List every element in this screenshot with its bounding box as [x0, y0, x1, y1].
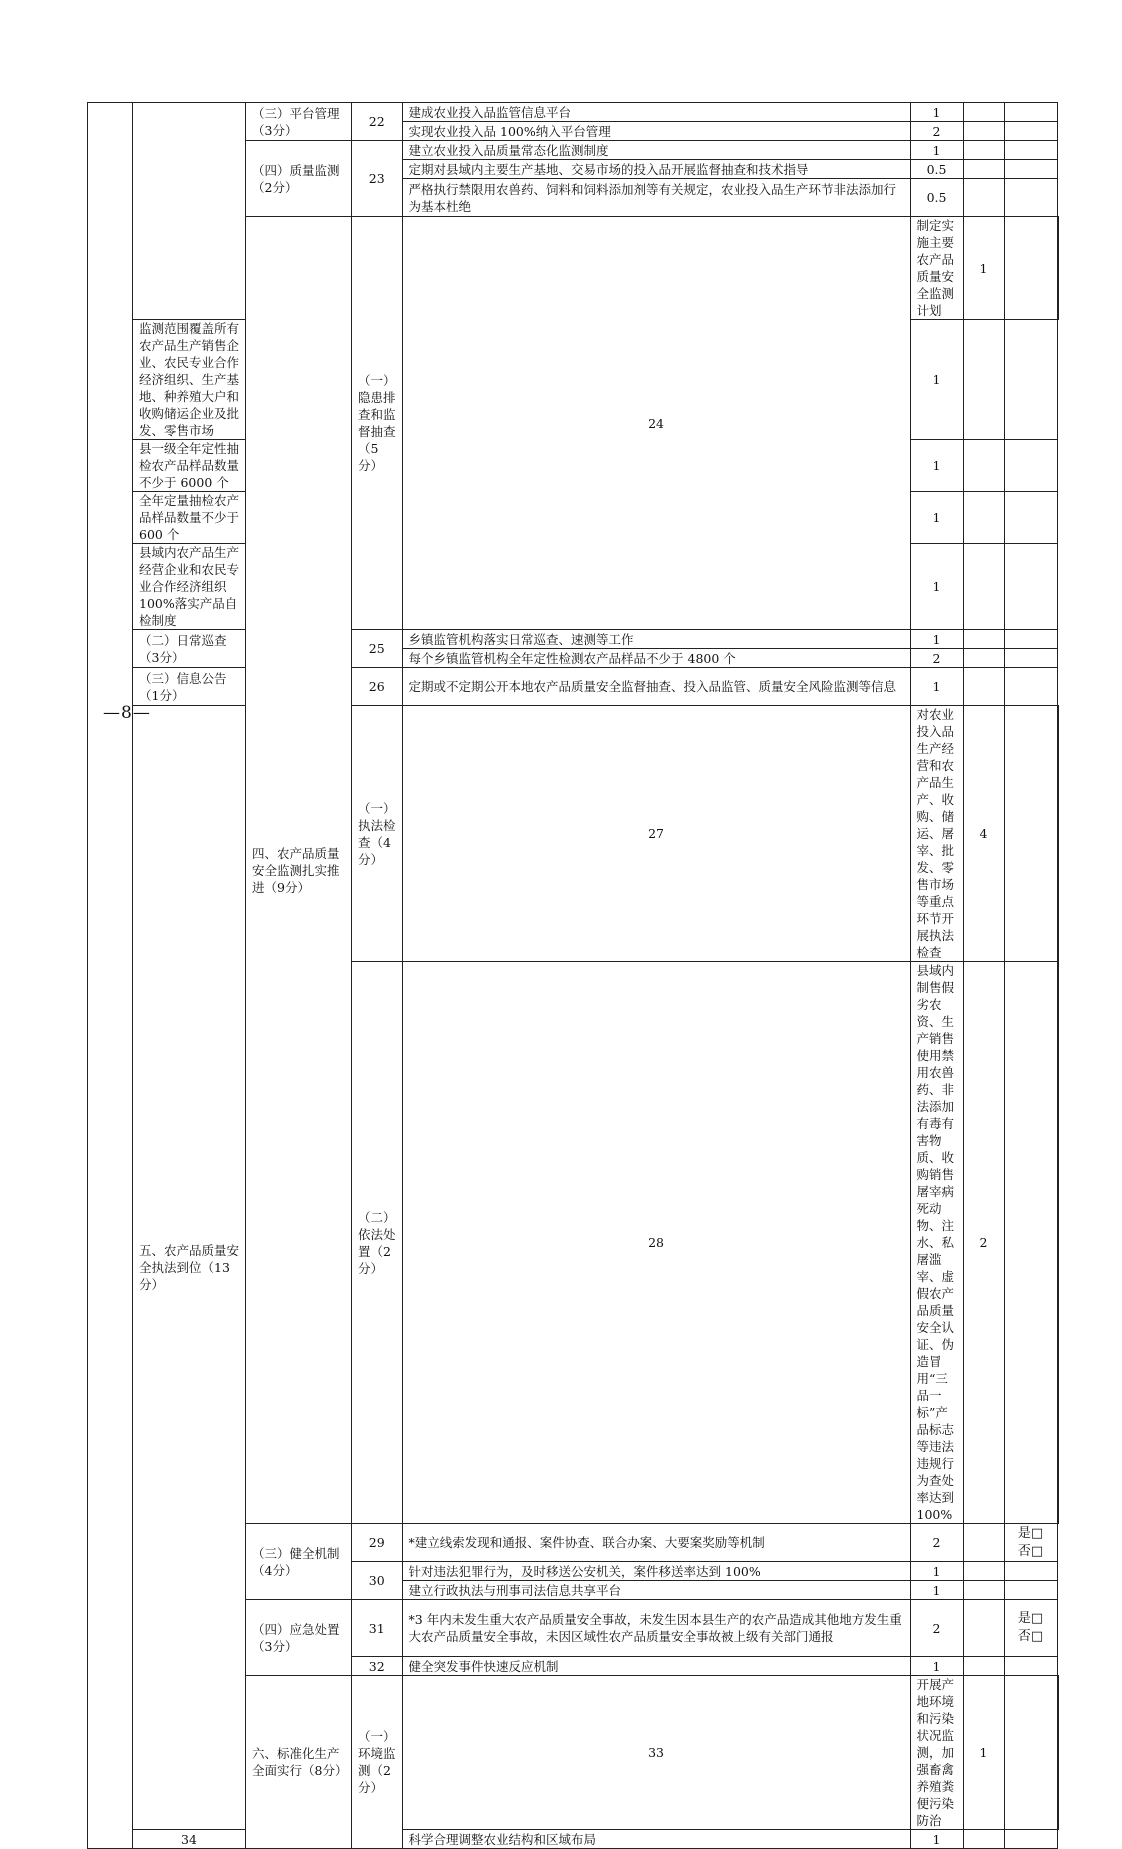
self-score-cell: [963, 1581, 1004, 1600]
index-cell: [88, 103, 133, 1849]
criteria-cell: 建立农业投入品质量常态化监测制度: [402, 141, 910, 160]
score-cell: 1: [963, 1676, 1004, 1830]
self-score-cell: [963, 160, 1004, 179]
yes-no-cell: [1004, 179, 1057, 217]
yes-no-cell: [1004, 141, 1057, 160]
criteria-cell: *建立线索发现和通报、案件协查、联合办案、大要案奖励等机制: [402, 1524, 910, 1562]
item-number-cell: 26: [352, 668, 403, 706]
score-cell: 1: [910, 320, 963, 440]
item-number-cell: 33: [402, 1676, 910, 1830]
self-score-cell: [963, 179, 1004, 217]
criteria-cell: 健全突发事件快速反应机制: [402, 1657, 910, 1676]
yes-no-cell: [1057, 217, 1058, 320]
yes-no-cell: [1004, 1830, 1057, 1849]
self-score-cell: [1004, 217, 1057, 320]
subcategory-cell: （三）健全机制（4分）: [246, 1524, 352, 1600]
table-row: [88, 706, 1059, 962]
criteria-cell: 县域内农产品生产经营企业和农民专业合作经济组织 100%落实产品自检制度: [133, 544, 246, 630]
item-number-cell: 25: [352, 630, 403, 668]
evaluation-table: [87, 102, 1059, 1849]
self-score-cell: [1004, 962, 1057, 1524]
yes-no-cell: [1004, 320, 1057, 440]
score-cell: 1: [910, 141, 963, 160]
criteria-cell: 建成农业投入品监管信息平台: [402, 103, 910, 122]
criteria-cell: 实现农业投入品 100%纳入平台管理: [402, 122, 910, 141]
subcategory-cell: （四）应急处置（3分）: [246, 1600, 352, 1676]
self-score-cell: [963, 492, 1004, 544]
item-number-cell: 23: [352, 141, 403, 217]
yes-no-cell: [1004, 103, 1057, 122]
score-cell: 2: [910, 1600, 963, 1657]
subcategory-cell: （三）平台管理（3分）: [246, 103, 352, 141]
score-cell: 1: [910, 1581, 963, 1600]
self-score-cell: [963, 122, 1004, 141]
criteria-cell: 建立行政执法与刑事司法信息共享平台: [402, 1581, 910, 1600]
item-number-cell: 31: [352, 1600, 403, 1657]
criteria-cell: 定期对县域内主要生产基地、交易市场的投入品开展监督抽查和技术指导: [402, 160, 910, 179]
no-checkbox-label: 否□: [1017, 1629, 1044, 1644]
criteria-cell: 全年定量抽检农产品样品数量不少于 600 个: [133, 492, 246, 544]
yes-no-cell: [1004, 492, 1057, 544]
self-score-cell: [963, 1600, 1004, 1657]
category-cell: 六、标准化生产全面实行（8分）: [246, 1676, 352, 1849]
item-number-cell: 34: [133, 1830, 246, 1849]
criteria-cell: *3 年内未发生重大农产品质量安全事故，未发生因本县生产的农产品造成其他地方发生重大农产品质量安全事故，未因区域性农产品质量安全事故被上级有关部门通报: [402, 1600, 910, 1657]
item-number-cell: 32: [352, 1657, 403, 1676]
score-cell: 0.5: [910, 160, 963, 179]
criteria-cell: 科学合理调整农业结构和区域布局: [402, 1830, 910, 1849]
yes-no-cell: [1004, 630, 1057, 649]
table-row: [88, 630, 1059, 649]
self-score-cell: [963, 630, 1004, 649]
score-cell: 1: [910, 544, 963, 630]
yes-no-cell: [1057, 706, 1058, 962]
yes-no-cell: [1004, 1524, 1057, 1562]
yes-no-cell: [1004, 544, 1057, 630]
yes-no-cell: [1004, 1562, 1057, 1581]
self-score-cell: [963, 103, 1004, 122]
score-cell: 1: [910, 440, 963, 492]
score-cell: 2: [910, 649, 963, 668]
yes-no-cell: [1057, 962, 1058, 1524]
score-cell: 1: [910, 668, 963, 706]
yes-no-cell: [1004, 160, 1057, 179]
yes-no-cell: [1004, 1657, 1057, 1676]
category-cell: [133, 103, 246, 320]
criteria-cell: 每个乡镇监管机构全年定性检测农产品样品不少于 4800 个: [402, 649, 910, 668]
item-number-cell: 22: [352, 103, 403, 141]
self-score-cell: [1004, 1676, 1057, 1830]
criteria-cell: 严格执行禁限用农兽药、饲料和饲料添加剂等有关规定，农业投入品生产环节非法添加行为基本杜绝: [402, 179, 910, 217]
table-row: [88, 668, 1059, 706]
score-cell: 1: [910, 103, 963, 122]
subcategory-cell: （一）执法检查（4分）: [352, 706, 403, 962]
yes-checkbox-label: 是□: [1017, 1525, 1044, 1541]
score-cell: 1: [910, 1657, 963, 1676]
yes-no-cell: [1004, 122, 1057, 141]
criteria-cell: 针对违法犯罪行为，及时移送公安机关，案件移送率达到 100%: [402, 1562, 910, 1581]
score-cell: 1: [910, 630, 963, 649]
self-score-cell: [963, 1524, 1004, 1562]
yes-no-cell: [1004, 668, 1057, 706]
table-row: [88, 103, 1059, 122]
criteria-cell: 县域内制售假劣农资、生产销售使用禁用农兽药、非法添加有毒有害物质、收购销售屠宰病死动物、注水、私屠滥宰、虚假农产品质量安全认证、伪造冒用“三品一标”产品标志等违法违规行为查处率达到 100%: [910, 962, 963, 1524]
self-score-cell: [963, 544, 1004, 630]
table-row: [88, 1830, 1059, 1849]
yes-no-cell: [1004, 649, 1057, 668]
score-cell: 1: [910, 1830, 963, 1849]
criteria-cell: 制定实施主要农产品质量安全监测计划: [910, 217, 963, 320]
item-number-cell: 24: [402, 217, 910, 630]
yes-no-cell: [1004, 440, 1057, 492]
self-score-cell: [963, 1657, 1004, 1676]
item-number-cell: 28: [402, 962, 910, 1524]
self-score-cell: [963, 649, 1004, 668]
item-number-cell: 30: [352, 1562, 403, 1600]
evaluation-table-body: [88, 103, 1059, 1849]
subcategory-cell: （一）环境监测（2分）: [352, 1676, 403, 1849]
score-cell: 2: [910, 122, 963, 141]
yes-no-cell: [1057, 1676, 1058, 1830]
criteria-cell: 开展产地环境和污染状况监测，加强畜禽养殖粪便污染防治: [910, 1676, 963, 1830]
score-cell: 2: [910, 1524, 963, 1562]
subcategory-cell: （三）信息公告（1分）: [133, 668, 246, 706]
subcategory-cell: （四）质量监测（2分）: [246, 141, 352, 217]
page-number: —8—: [103, 703, 151, 723]
item-number-cell: 29: [352, 1524, 403, 1562]
score-cell: 1: [910, 492, 963, 544]
category-cell: 五、农产品质量安全执法到位（13分）: [133, 706, 246, 1830]
score-cell: 1: [963, 217, 1004, 320]
self-score-cell: [1004, 706, 1057, 962]
subcategory-cell: （二）日常巡查（3分）: [133, 630, 246, 668]
yes-no-cell: [1004, 1581, 1057, 1600]
self-score-cell: [963, 668, 1004, 706]
self-score-cell: [963, 1830, 1004, 1849]
criteria-cell: 对农业投入品生产经营和农产品生产、收购、储运、屠宰、批发、零售市场等重点环节开展执法检查: [910, 706, 963, 962]
self-score-cell: [963, 320, 1004, 440]
no-checkbox-label: 否□: [1017, 1543, 1044, 1559]
criteria-cell: 监测范围覆盖所有农产品生产销售企业、农民专业合作经济组织、生产基地、种养殖大户和收购储运企业及批发、零售市场: [133, 320, 246, 440]
score-cell: 0.5: [910, 179, 963, 217]
score-cell: 2: [963, 962, 1004, 1524]
subcategory-cell: （一）隐患排查和监督抽查（5分）: [352, 217, 403, 630]
self-score-cell: [963, 141, 1004, 160]
yes-checkbox-label: 是□: [1017, 1611, 1044, 1626]
criteria-cell: 定期或不定期公开本地农产品质量安全监督抽查、投入品监管、质量安全风险监测等信息: [402, 668, 910, 706]
subcategory-cell: （二）依法处置（2分）: [352, 962, 403, 1524]
criteria-cell: 县一级全年定性抽检农产品样品数量不少于 6000 个: [133, 440, 246, 492]
category-cell: 四、农产品质量安全监测扎实推进（9分）: [246, 217, 352, 1524]
score-cell: 1: [910, 1562, 963, 1581]
score-cell: 4: [963, 706, 1004, 962]
yes-no-cell: [1004, 1600, 1057, 1657]
self-score-cell: [963, 440, 1004, 492]
item-number-cell: 27: [402, 706, 910, 962]
self-score-cell: [963, 1562, 1004, 1581]
criteria-cell: 乡镇监管机构落实日常巡查、速测等工作: [402, 630, 910, 649]
